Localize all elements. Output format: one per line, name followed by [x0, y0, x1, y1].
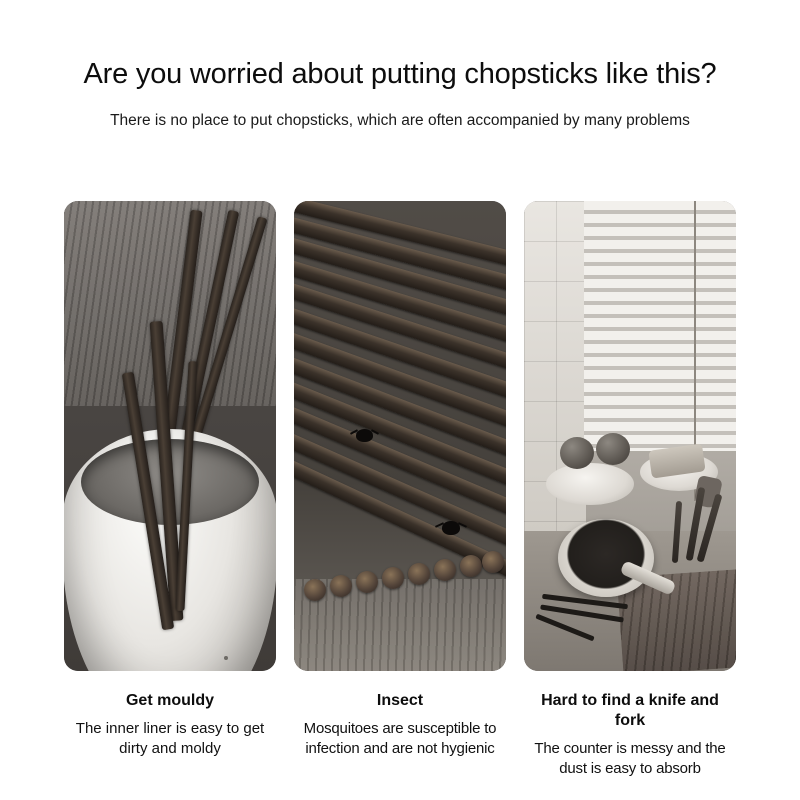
insect-icon — [442, 521, 460, 535]
frying-pan — [558, 519, 654, 597]
card-title: Insect — [376, 692, 424, 709]
plate — [546, 463, 634, 505]
chopstick-tip — [460, 555, 482, 577]
problem-card — [524, 201, 736, 780]
page-subtitle: There is no place to put chopsticks, which are often accompanied by many problems — [110, 112, 690, 129]
chopstick-tip — [434, 559, 456, 581]
problem-card-list — [64, 201, 736, 780]
chopstick-tip — [356, 571, 378, 593]
card-title: Get mouldy — [125, 692, 214, 709]
chopstick-tip — [482, 551, 504, 573]
chopstick-tip — [330, 575, 352, 597]
problem-card — [294, 201, 506, 780]
insect-icon — [356, 429, 373, 442]
card-body: The counter is messy and the dust is easy to absorb — [534, 740, 726, 778]
card-body: The inner liner is easy to get dirty and moldy — [75, 720, 265, 758]
chopstick-tip — [408, 563, 430, 585]
page-title: Are you worried about putting chopsticks like this? — [83, 58, 717, 90]
messy-kitchen-counter-photo — [524, 201, 736, 671]
window-blinds — [584, 201, 736, 451]
chopstick-tips-group — [294, 531, 506, 651]
card-title: Hard to find a knife and fork — [541, 692, 719, 729]
chopsticks-bundle-with-insects-photo — [294, 201, 506, 671]
chopsticks-in-bowl-photo — [64, 201, 276, 671]
card-body: Mosquitoes are susceptible to infection and are not hygienic — [303, 720, 497, 758]
bowl-speck — [224, 656, 228, 660]
vegetable — [560, 437, 594, 469]
chopstick-tip — [382, 567, 404, 589]
vegetable — [596, 433, 630, 465]
problem-card — [64, 201, 276, 780]
chopstick-tip — [304, 579, 326, 601]
